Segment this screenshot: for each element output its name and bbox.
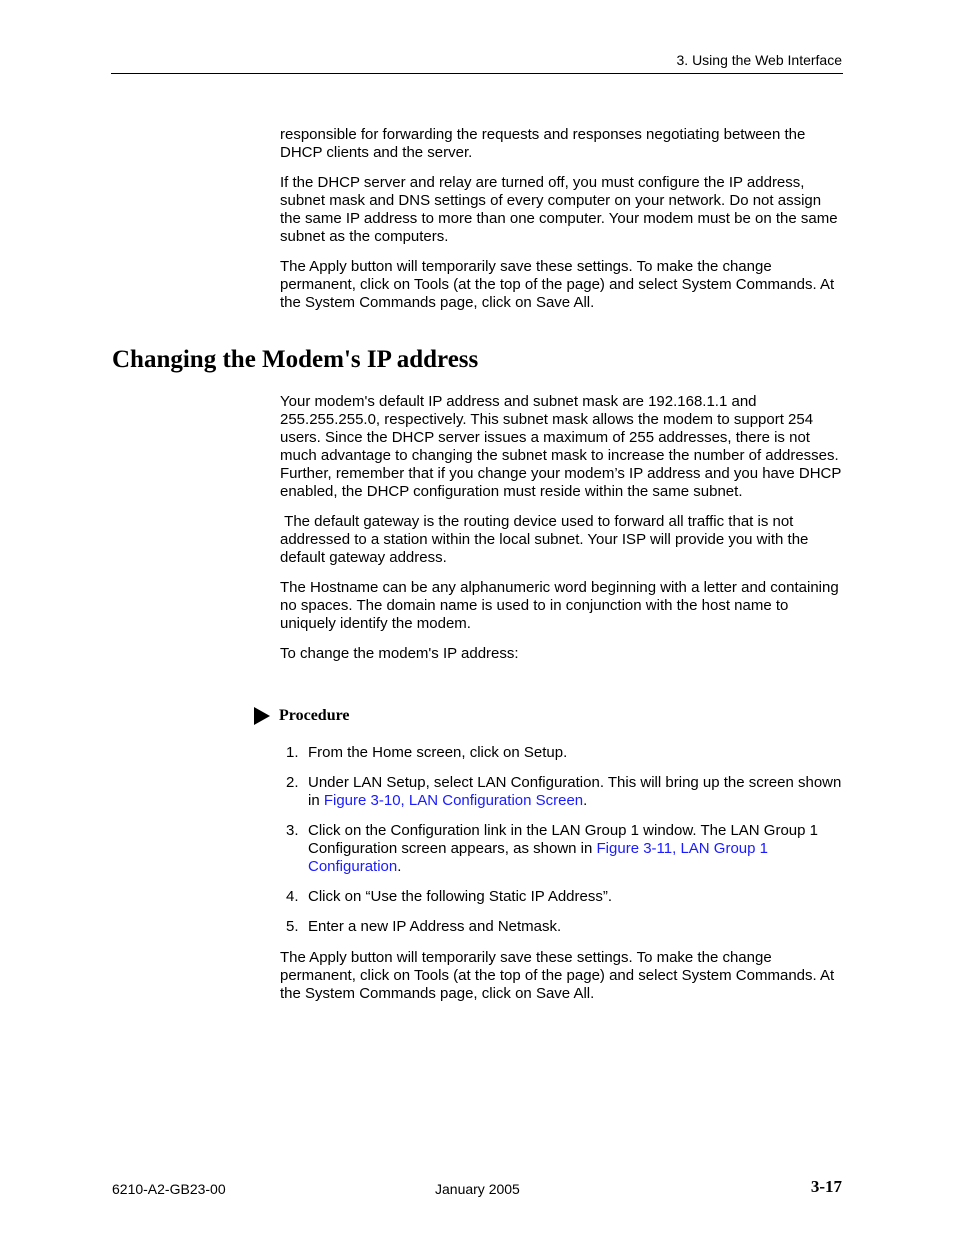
procedure-steps: [280, 744, 844, 936]
procedure-step: [280, 744, 844, 762]
section-paragraph: The default gateway is the routing device used to forward all traffic that is not addressed to a station within the local subnet. Your ISP will provide you with the default gateway address.: [280, 513, 813, 566]
step-text: [308, 774, 844, 810]
step-number: 1.: [286, 744, 299, 761]
running-header: 3. Using the Web Interface: [676, 52, 842, 68]
step-text-before: Under LAN Setup, select LAN Configuration. This will bring up the screen shown in: [308, 774, 842, 809]
footer-date: January 2005: [435, 1181, 520, 1197]
intro-paragraph: The Apply button will temporarily save these settings. To make the change permanent, click on Tools (at the top of the page) and select System Commands. At the System Commands page, click on Save All.: [280, 258, 835, 311]
figure-3-10-link[interactable]: Figure 3-10, LAN Configuration Screen: [323, 792, 584, 809]
footer-doc-id: 6210-A2-GB23-00: [112, 1181, 226, 1197]
step-text-after: .: [583, 792, 588, 809]
procedure-step: [280, 918, 844, 936]
section-paragraph: The Hostname can be any alphanumeric word beginning with a letter and containing no spaces. The domain name is used to in conjunction with the host name to uniquely identify the modem.: [280, 579, 839, 632]
step-number: 4.: [286, 888, 299, 905]
step-text: Click on “Use the following Static IP Address”.: [308, 888, 613, 905]
closing-text: [280, 949, 844, 1003]
section-body: [280, 393, 844, 663]
page-number: 3-17: [810, 1177, 842, 1196]
section-paragraph: To change the modem's IP address:: [280, 645, 519, 662]
section-heading: Changing the Modem's IP address: [112, 346, 479, 373]
procedure-title: Procedure: [279, 707, 350, 724]
triangle-arrow-icon: [254, 707, 270, 725]
step-number: 2.: [286, 774, 299, 791]
intro-text: [280, 126, 844, 312]
intro-paragraph: If the DHCP server and relay are turned off, you must configure the IP address, subnet mask and DNS settings of every computer on your network. Do not assign the same IP address to more than one computer. Your modem must be on the same subnet as the computers.: [280, 174, 838, 245]
step-text-before: Click on the Configuration link in the LAN Group 1 window. The LAN Group 1 Configuration screen appears, as shown in: [308, 822, 818, 857]
step-number: 5.: [286, 918, 299, 935]
intro-paragraph: responsible for forwarding the requests and responses negotiating between the DHCP clients and the server.: [280, 126, 806, 161]
procedure-heading: [254, 706, 350, 726]
section-paragraph: Your modem's default IP address and subnet mask are 192.168.1.1 and 255.255.255.0, respectively. This subnet mask allows the modem to support 254 users. Since the DHCP server issues a maximum of 255 addresses, there is not much advantage to changing the subnet mask to increase the number of addresses. Further, remember that if you change your modem’s IP address and you have DHCP enabled, the DHCP configuration must reside within the same subnet.: [280, 393, 842, 500]
step-text: From the Home screen, click on Setup.: [308, 744, 568, 761]
header-rule: [111, 73, 843, 74]
procedure-step: [280, 822, 844, 876]
step-text: [308, 822, 844, 876]
step-text: Enter a new IP Address and Netmask.: [308, 918, 562, 935]
closing-paragraph: The Apply button will temporarily save these settings. To make the change permanent, click on Tools (at the top of the page) and select System Commands. At the System Commands page, click on Save All.: [280, 949, 835, 1002]
step-text-after: .: [397, 858, 402, 875]
figure-3-11-link[interactable]: Figure 3-11, LAN Group 1 Configuration: [308, 840, 768, 875]
procedure-step: [280, 888, 844, 906]
procedure-step: [280, 774, 844, 810]
step-number: 3.: [286, 822, 299, 839]
